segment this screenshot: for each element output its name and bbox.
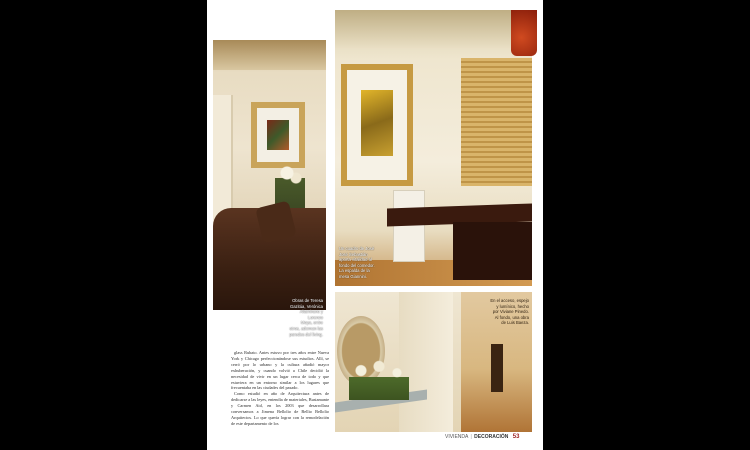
caption-hall <box>485 298 529 326</box>
footer-separator: | <box>470 434 472 440</box>
caption-line: En el acceso, espejo <box>490 298 529 303</box>
article-body <box>231 350 329 427</box>
caption-line: Moya, entre <box>300 320 323 326</box>
table-base <box>453 222 532 280</box>
caption-line: José Sebastián <box>339 251 368 257</box>
corridor-door <box>491 344 503 392</box>
caption-dining <box>339 246 379 280</box>
caption-line: paredes del living. <box>289 331 323 337</box>
caption-line: de Luis Baeza. <box>501 320 529 326</box>
caption-line: Gazitúa, Verónica <box>289 303 323 309</box>
caption-line: otros, adornan las <box>289 325 323 331</box>
ceiling <box>335 10 532 48</box>
caption-line: Al fondo, una obra <box>494 314 529 320</box>
magazine-page <box>207 0 543 450</box>
caption-line: Obras de Teresa <box>292 298 323 303</box>
pendant-lamp <box>511 10 537 56</box>
dining-room-photo <box>335 10 532 286</box>
caption-line: aporta vitalidad al <box>339 257 372 263</box>
caption-line: La espalda de la <box>339 268 370 274</box>
bamboo-blind <box>461 58 532 186</box>
caption-line: Un cuadro de José <box>339 246 375 251</box>
caption-line: mesa Giannini. <box>339 273 367 279</box>
caption-line: por Viviane Pinedo. <box>492 309 529 315</box>
page-number: 53 <box>512 434 520 440</box>
caption-living <box>285 298 323 337</box>
abstract-painting <box>267 120 289 150</box>
footer-section: VIVIENDA <box>445 434 469 440</box>
lily-arrangement <box>275 158 305 208</box>
yellow-painting <box>361 90 393 156</box>
ceiling <box>213 40 326 70</box>
caption-line: y lumínico, hecho <box>496 303 529 309</box>
caption-line: fondo del comedor. <box>339 262 375 268</box>
flower-arrangement <box>349 358 409 400</box>
living-room-photo <box>213 40 326 337</box>
footer-category: DECORACIÓN <box>474 434 509 440</box>
article-paragraph: Como estudió en año de Arquitectura antes de dedicarse a las leyes, entendía de materiales, Bustamante y Carmen Aid, en los 2003 que desarrollara conversamos a Jimena Bellolio de Bellio Bellolio Arquitectos. Lo que quería lograr con la remodelación de este departamento de los <box>231 391 329 426</box>
caption-line: Altamirano y Lorenzo <box>299 309 323 320</box>
page-footer <box>445 434 519 440</box>
article-paragraph: glass Rubato. Antes estuvo por tres años entre Nueva York y Chicago perfeccionándose sus estudios. Allí, se cerró por lo urbano y la cultura añadió mayor exhuberación, y cuando volvió a Chile decidió la necesidad de vivir en un lugar cerca de todo y que estuviera en un entorno similar a los lugares que frecuentaba en las ciudades del pasado. <box>231 350 329 391</box>
hallway-photo <box>335 292 532 432</box>
